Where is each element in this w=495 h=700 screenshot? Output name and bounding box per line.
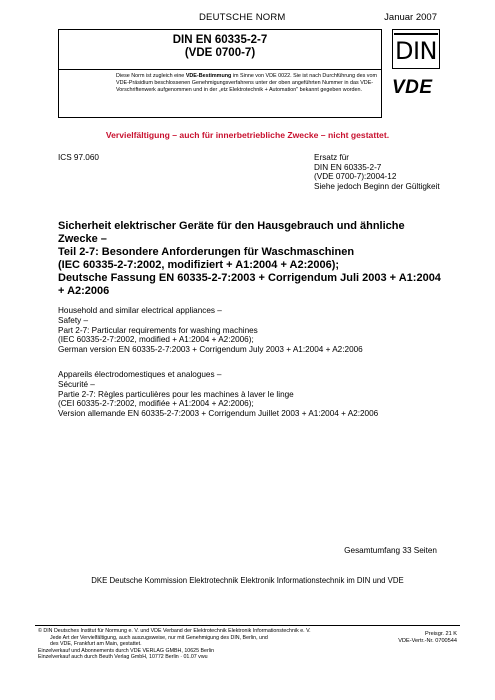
vde-note-post: im Sinne von VDE 0022. Sie ist nach Durchführung des vom VDE-Präsidium beschlossenen Genehmigungsverfahrens unter der oben angeführten Nummer in das VDE-Vorschriftenwerk aufgenommen und in der „etz Elektrotechnik + Automation" bekannt gegeben worden. (116, 73, 377, 93)
title-fr-line: Version allemande EN 60335-2-7:2003 + Corrigendum Juillet 2003 + A1:2004 + A2:2006 (58, 409, 379, 419)
vde-note-pre: Diese Norm ist zugleich eine (116, 73, 186, 79)
title-en-line: Safety – (58, 315, 89, 325)
title-en-line: (IEC 60335-2-7:2002, modified + A1:2004 + A2:2006); (58, 335, 254, 345)
sales-line: Einzelverkauf auch durch Beuth Verlag GmbH, 10772 Berlin · 01.07 vwu (38, 654, 208, 661)
title-fr-line: Sécurité – (58, 379, 95, 389)
vde-classification: (VDE 0700-7) (184, 47, 256, 59)
title-german (58, 220, 448, 298)
standard-number: DIN EN 60335-2-7 (172, 34, 268, 46)
title-en-line: German version EN 60335-2-7:2003 + Corrigendum July 2003 + A1:2004 + A2:2006 (58, 345, 363, 355)
footer-price (398, 631, 457, 645)
footer-divider (35, 625, 460, 626)
vde-order-number: VDE-Vertr.-Nr. 0700544 (398, 638, 457, 645)
ics-code: ICS 97.060 (58, 153, 99, 162)
header-date: Januar 2007 (384, 12, 437, 23)
price-group: Preisgr. 21 K (424, 631, 457, 637)
validity-note: Siehe jedoch Beginn der Gültigkeit (314, 181, 440, 191)
standard-number-box (58, 29, 382, 70)
title-de-line: + A2:2006 (58, 285, 110, 297)
sales-line: Einzelverkauf und Abonnements durch VDE VERLAG GMBH, 10625 Berlin (38, 647, 215, 654)
vde-note-bold: VDE-Bestimmung (185, 73, 232, 79)
din-logo-bar (394, 33, 438, 35)
title-de-line: (IEC 60335-2-7:2002, modifiziert + A1:2004 + A2:2006); (58, 259, 340, 271)
title-fr-line: Appareils électrodomestiques et analogues – (58, 370, 222, 379)
din-logo (392, 29, 440, 69)
dke-line: DKE Deutsche Kommission Elektrotechnik Elektronik Informationstechnik im DIN und VDE (91, 576, 404, 585)
replacement-info (314, 153, 440, 191)
title-de-line: Sicherheit elektrischer Geräte für den Hausgebrauch und ähnliche (58, 220, 405, 232)
vde-logo: VDE (392, 77, 433, 98)
din-logo-text: DIN (394, 37, 437, 65)
copyright-line: © DIN Deutsches Institut für Normung e. V. und VDE Verband der Elektrotechnik Elektronik Informationstechnik e. V. (38, 628, 311, 634)
replacement-edition: (VDE 0700-7):2004-12 (314, 172, 397, 181)
title-de-line: Teil 2-7: Besondere Anforderungen für Waschmaschinen (58, 246, 355, 258)
replacement-standard: DIN EN 60335-2-7 (314, 162, 382, 172)
title-fr-line: (CEI 60335-2-7:2002, modifiée + A1:2004 + A2:2006); (58, 399, 254, 409)
header-standard-type: DEUTSCHE NORM (199, 12, 286, 23)
title-en-line: Part 2-7: Particular requirements for washing machines (58, 325, 258, 335)
copyright-line: Jede Art der Vervielfältigung, auch auszugsweise, nur mit Genehmigung des DIN, Berlin, und (50, 634, 268, 641)
footer-copyright (38, 628, 378, 661)
title-fr-line: Partie 2-7: Règles particulières pour les machines à laver le linge (58, 389, 294, 399)
title-de-line: Deutsche Fassung EN 60335-2-7:2003 + Corrigendum Juli 2003 + A1:2004 (58, 272, 441, 284)
vde-note (58, 70, 382, 118)
title-en-line: Household and similar electrical appliances – (58, 306, 222, 315)
copyright-line: des VDE, Frankfurt am Main, gestattet. (50, 641, 142, 648)
title-english (58, 306, 458, 355)
title-de-line: Zwecke – (58, 233, 107, 245)
copy-notice: Vervielfältigung – auch für innerbetriebliche Zwecke – nicht gestattet. (105, 130, 390, 140)
replacement-label: Ersatz für (314, 153, 350, 162)
title-french (58, 370, 458, 419)
page-count: Gesamtumfang 33 Seiten (344, 546, 437, 555)
